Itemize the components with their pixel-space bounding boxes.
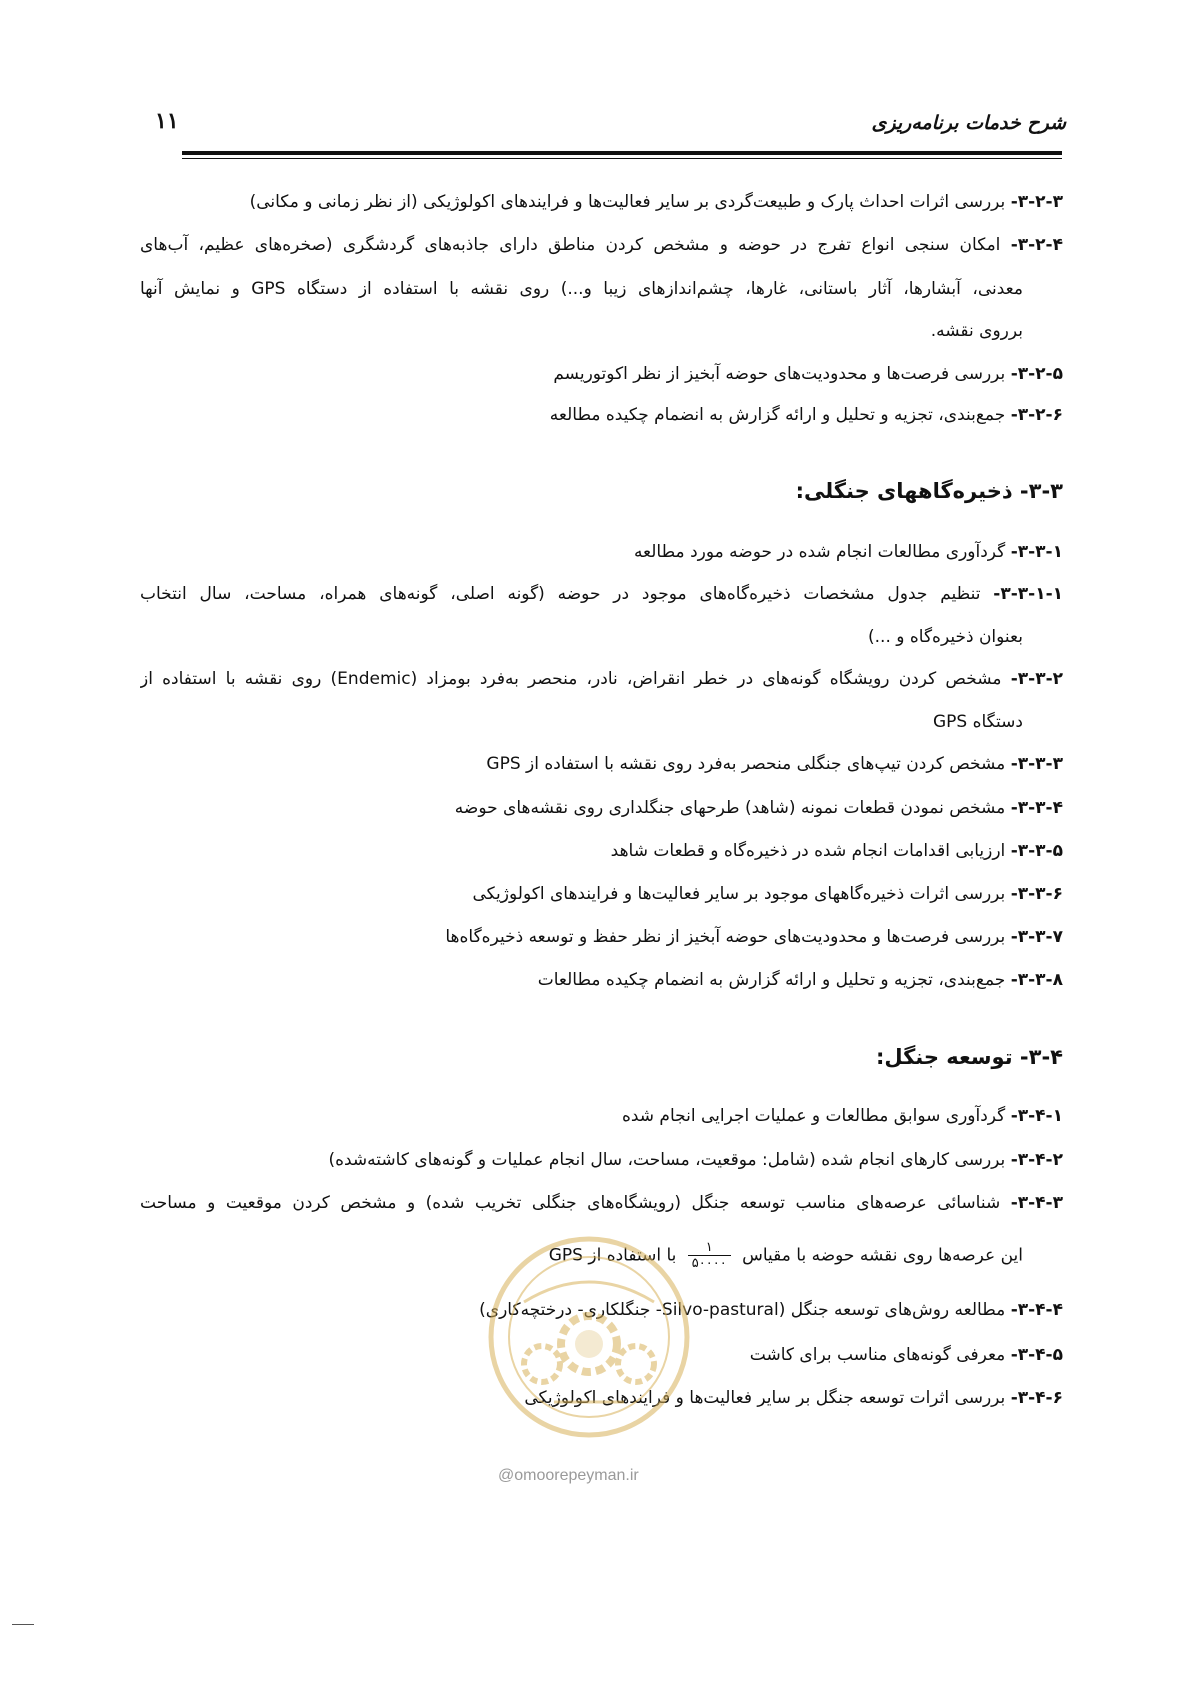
item-number: ۳-۳-۴- — [1010, 798, 1063, 818]
item-text: جمع‌بندی، تجزیه و تحلیل و ارائه گزارش به انضمام چکیده مطالعات — [537, 970, 1011, 990]
fraction-numerator: ۱ — [688, 1240, 731, 1256]
header-rule-thin — [182, 158, 1062, 159]
item-number: ۳-۲-۳- — [1010, 192, 1063, 212]
list-item — [473, 882, 1064, 906]
item-text: مطالعه روش‌های توسعه جنگل (Silvo-pastural- جنگلکاری- درختچه‌کاری) — [479, 1300, 1011, 1320]
margin-mark — [12, 1624, 34, 1625]
page-number: ۱۱ — [155, 108, 179, 134]
item-text: ارزیابی اقدامات انجام شده در ذخیره‌گاه و قطعات شاهد — [610, 841, 1011, 861]
item-number: ۳-۳-۳- — [1010, 754, 1063, 774]
list-item — [140, 667, 1063, 691]
list-item-continuation: دستگاه GPS — [932, 712, 1023, 732]
item-text: با استفاده از GPS — [548, 1245, 677, 1266]
watermark-seal-icon — [484, 1232, 694, 1442]
item-number: ۳-۳-۷- — [1010, 927, 1063, 947]
item-text: مشخص کردن تیپ‌های جنگلی منحصر به‌فرد روی نقشه با استفاده از GPS — [486, 754, 1011, 774]
item-text: مشخص کردن رویشگاه گونه‌های در خطر انقراض، نادر، منحصر به‌فرد بومزاد (Endemic) روی نقشه با استفاده از — [140, 669, 1011, 689]
list-item — [140, 233, 1063, 257]
item-number: ۳-۴-۴- — [1010, 1300, 1063, 1320]
item-text: بررسی فرصت‌ها و محدودیت‌های حوضه آبخیز از نظر حفظ و توسعه ذخیره‌گاه‌ها — [445, 927, 1011, 947]
list-item — [538, 968, 1063, 992]
item-text: گردآوری مطالعات انجام شده در حوضه مورد مطالعه — [633, 542, 1011, 562]
running-header-title: شرح خدمات برنامه‌ریزی — [871, 112, 1066, 134]
item-number: ۳-۲-۵- — [1010, 364, 1063, 384]
list-item — [622, 1104, 1063, 1128]
list-item — [140, 1191, 1063, 1215]
list-item — [445, 925, 1063, 949]
header-rule-thick — [182, 151, 1062, 155]
item-number: ۳-۳-۵- — [1010, 841, 1063, 861]
list-item-continuation: برروی نقشه. — [930, 321, 1023, 341]
item-text: بررسی فرصت‌ها و محدودیت‌های حوضه آبخیز از نظر اکوتوریسم — [553, 364, 1011, 384]
list-item — [611, 839, 1063, 863]
item-number: ۳-۴-۱- — [1010, 1106, 1063, 1126]
item-text: جمع‌بندی، تجزیه و تحلیل و ارائه گزارش به انضمام چکیده مطالعه — [549, 405, 1011, 425]
item-number: ۳-۳-۱-۱- — [993, 584, 1063, 604]
list-item — [486, 752, 1063, 776]
list-item — [140, 582, 1063, 606]
item-text: بررسی اثرات ذخیره‌گاههای موجود بر سایر فعالیت‌ها و فرایندهای اکولوژیکی — [472, 884, 1011, 904]
item-text: معرفی گونه‌های مناسب برای کاشت — [749, 1345, 1011, 1365]
list-item — [634, 540, 1063, 564]
item-number: ۳-۴-۶- — [1010, 1388, 1063, 1408]
item-text: گردآوری سوابق مطالعات و عملیات اجرایی انجام شده — [621, 1106, 1011, 1126]
item-number: ۳-۳-۲- — [1010, 669, 1063, 689]
list-item-continuation: بعنوان ذخیره‌گاه و ...) — [868, 627, 1023, 647]
item-text: امکان سنجی انواع تفرج در حوضه و مشخص کردن مناطق دارای جاذبه‌های گردشگری (صخره‌های عظیم، آب‌های — [140, 235, 1011, 255]
scale-fraction — [688, 1240, 731, 1271]
item-text: بررسی اثرات توسعه جنگل بر سایر فعالیت‌ها و فرایندهای اکولوژیکی — [524, 1388, 1011, 1408]
list-item — [553, 362, 1063, 386]
item-number: ۳-۳-۱- — [1010, 542, 1063, 562]
item-number: ۳-۲-۶- — [1010, 405, 1063, 425]
item-number: ۳-۴-۳- — [1010, 1193, 1063, 1213]
list-item — [750, 1343, 1063, 1367]
list-item — [550, 403, 1063, 427]
list-item — [250, 190, 1063, 214]
item-text: بررسی اثرات احداث پارک و طبیعت‌گردی بر سایر فعالیت‌ها و فرایندهای اکولوژیکی (از نظر زمانی و مکانی) — [249, 192, 1011, 212]
item-text: مشخص نمودن قطعات نمونه (شاهد) طرحهای جنگلداری روی نقشه‌های حوضه — [454, 798, 1011, 818]
section-heading: ۳-۳- ذخیره‌گاههای جنگلی: — [795, 479, 1063, 503]
list-item — [328, 1148, 1063, 1172]
section-heading: ۳-۴- توسعه جنگل: — [875, 1045, 1063, 1069]
item-text: این عرصه‌ها روی نقشه حوضه با مقیاس — [742, 1245, 1023, 1266]
list-item — [455, 796, 1063, 820]
item-text: شناسائی عرصه‌های مناسب توسعه جنگل (رویشگاه‌های جنگلی تخریب شده) و مشخص کردن موقعیت و مساحت — [140, 1193, 1011, 1213]
item-text: تنظیم جدول مشخصات ذخیره‌گاه‌های موجود در حوضه (گونه اصلی، گونه‌های همراه، مساحت، سال انتخاب — [140, 584, 994, 604]
item-number: ۳-۲-۴- — [1010, 235, 1063, 255]
item-number: ۳-۳-۸- — [1010, 970, 1063, 990]
list-item-continuation: معدنی، آبشارها، آثار باستانی، غارها، چشم‌اندازهای زیبا و...) روی نقشه با استفاده از دستگاه GPS و نمایش آنها — [140, 279, 1023, 299]
item-number: ۳-۴-۲- — [1010, 1150, 1063, 1170]
item-text: بررسی کارهای انجام شده (شامل: موقعیت، مساحت، سال انجام عملیات و گونه‌های کاشته‌شده) — [328, 1150, 1011, 1170]
watermark-text: @omoorepeyman.ir — [498, 1467, 639, 1484]
item-number: ۳-۳-۶- — [1010, 884, 1063, 904]
fraction-denominator: ۵۰۰۰۰ — [691, 1256, 727, 1271]
item-number: ۳-۴-۵- — [1010, 1345, 1063, 1365]
